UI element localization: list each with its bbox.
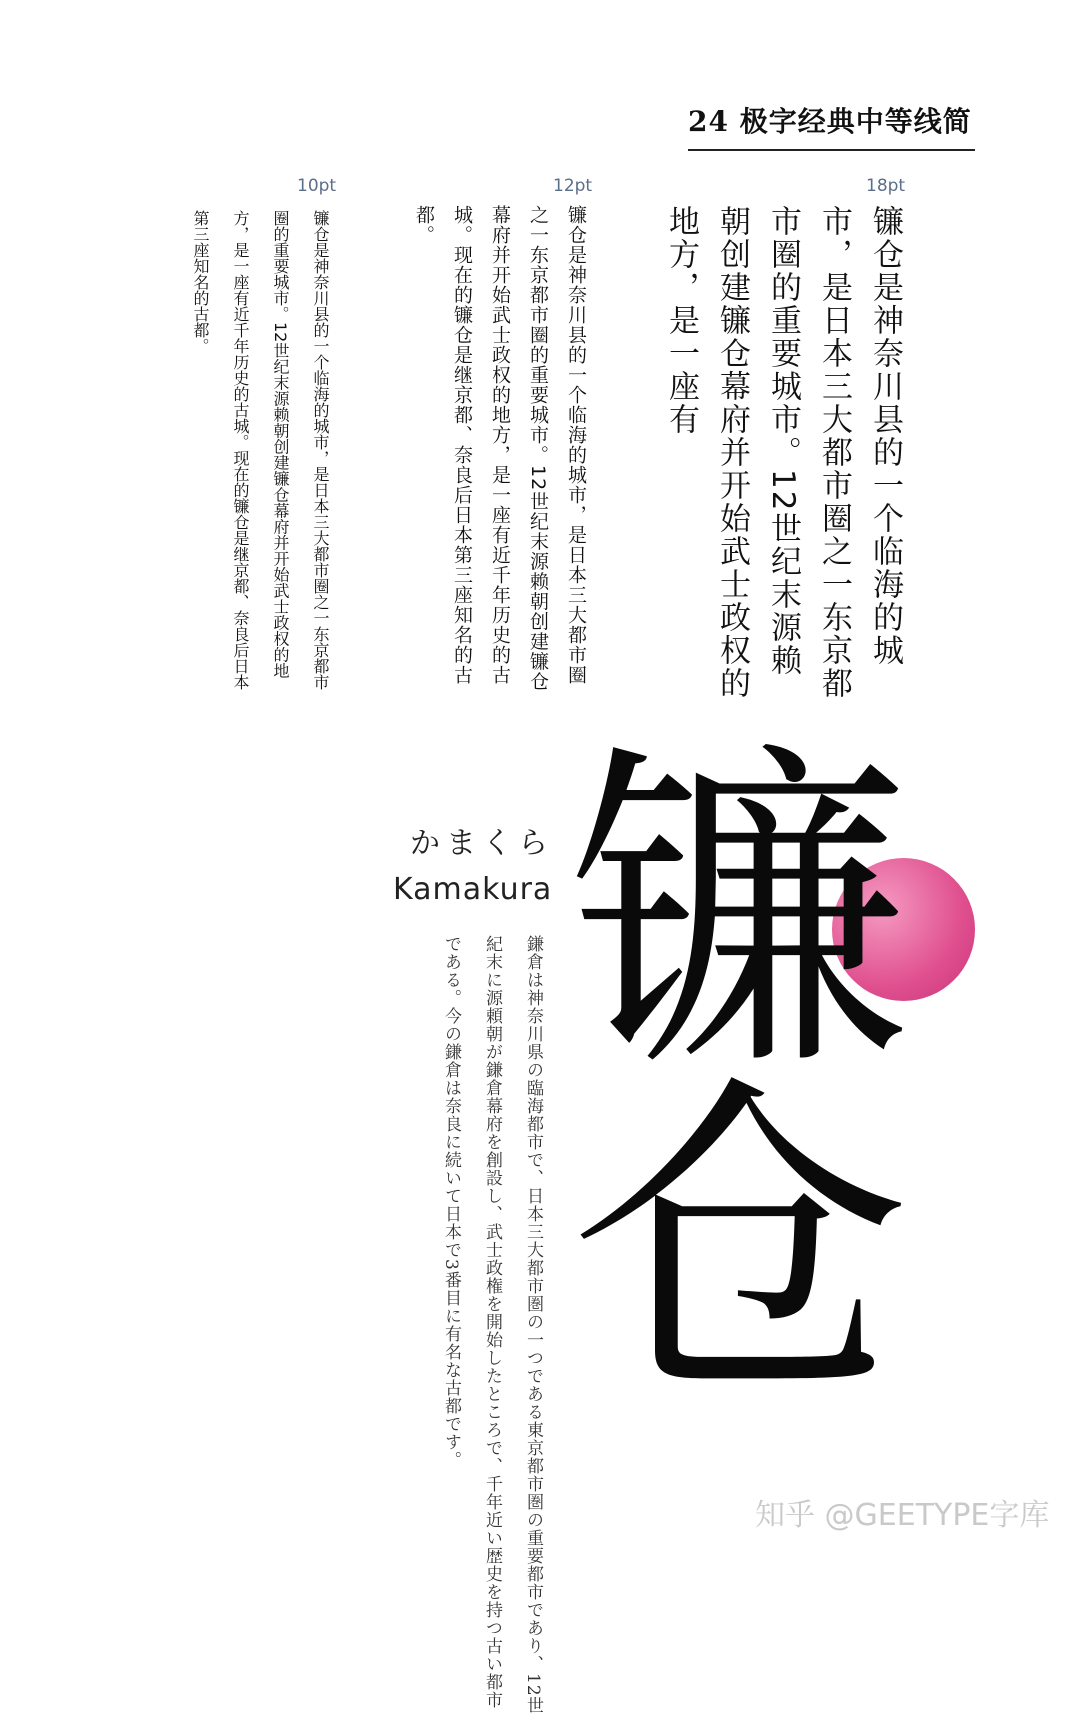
kana-reading: かまくら bbox=[410, 826, 554, 861]
size-label-12pt: 12pt bbox=[553, 176, 593, 196]
page-title: 24 极字经典中等线简 bbox=[688, 105, 972, 138]
sample-text-12pt: 镰仓是神奈川县的一个临海的城市，是日本三大都市圈之一东京都市圈的重要城市。12世纪末源赖朝创建镰仓幕府并开始武士政权的地方，是一座有近千年历史的古城。现在的镰仓是继京都、奈良后日本第三座知名的古都。 bbox=[413, 205, 587, 692]
big-character-cang: 仓 bbox=[570, 1047, 910, 1443]
size-label-18pt: 18pt bbox=[866, 176, 906, 196]
size-label-10pt: 10pt bbox=[297, 176, 337, 196]
watermark: 知乎 @GEETYPE字库 bbox=[755, 1498, 1050, 1533]
title-underline bbox=[688, 149, 975, 151]
big-character-lian: 镰 bbox=[570, 717, 910, 1113]
romaji-reading: Kamakura bbox=[393, 872, 553, 907]
sample-text-18pt: 镰仓是神奈川县的一个临海的城市，是日本三大都市圈之一东京都市圈的重要城市。12世纪末源赖朝创建镰仓幕府并开始武士政权的地方，是一座有 bbox=[663, 205, 903, 700]
sample-text-10pt: 镰仓是神奈川县的一个临海的城市，是日本三大都市圈之一东京都市圈的重要城市。12世纪末源赖朝创建镰仓幕府并开始武士政权的地方，是一座有近千年历史的古城。现在的镰仓是继京都、奈良后日本第三座知名的古都。 bbox=[191, 210, 330, 690]
japanese-description: 鎌倉は神奈川県の臨海都市で、日本三大都市圏の一つである東京都市圏の重要都市であり、12世紀末に源頼朝が鎌倉幕府を創設し、武士政権を開始したところで、千年近い歴史を持つ古い都市である。今の鎌倉は奈良に続いて日本で3番目に有名な古都です。 bbox=[441, 935, 543, 1715]
